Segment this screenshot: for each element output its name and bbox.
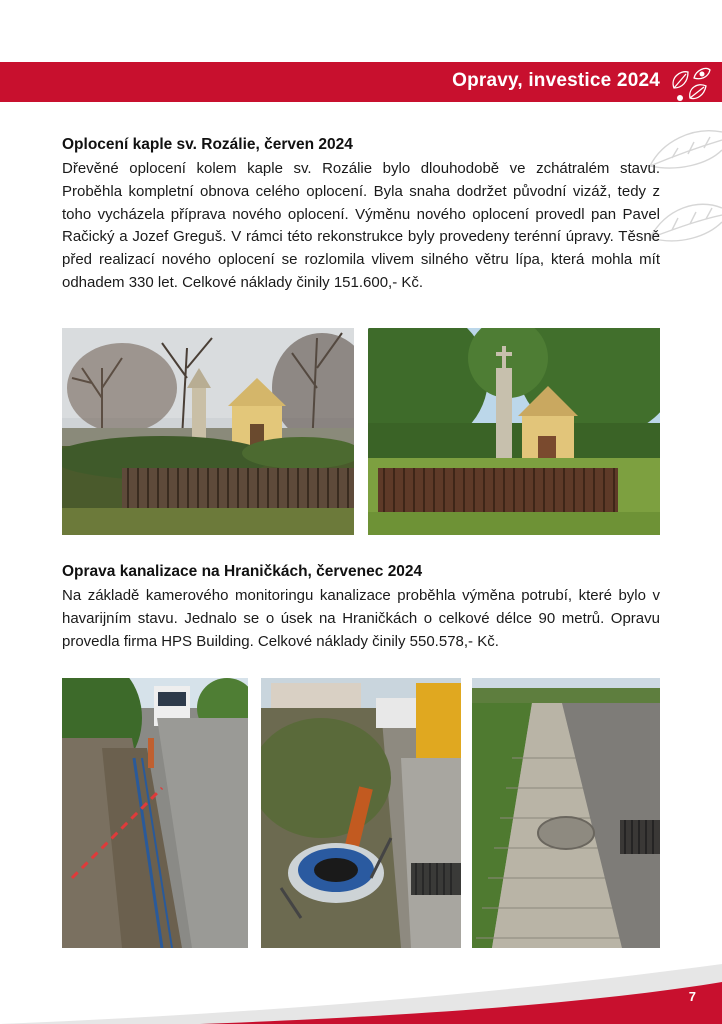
leaf-ornament-icon <box>666 58 714 108</box>
footer-wave <box>0 944 722 1024</box>
page-number: 7 <box>688 989 696 1004</box>
section-heading-chapel: Oplocení kaple sv. Rozálie, červen 2024 <box>62 136 353 153</box>
section-body-chapel: Dřevěné oplocení kolem kaple sv. Rozálie bylo dlouhodobě ve zchátralém stavu. Proběhla kompletní obnova celého oplocení. Byla snaha dodržet původní vizáž, tedy z toho vycházela příprava nového oplocení. Výměnu nového oplocení provedl pan Pavel Račický a Jozef Greguš. V rámci této rekonstrukce byly provedeny terénní úpravy. Těsně před realizací nového oplocení se rozlomila vlivem silného větru lípa, která mohla mít odhadem 330 let. Celkové náklady činily 151.600,- Kč. <box>62 160 660 291</box>
section-body-sewer: Na základě kamerového monitoringu kanalizace proběhla výměna potrubí, které bylo v havarijním stavu. Jednalo se o úsek na Hraničkách o celkové délce 90 metrů. Opravu provedla firma HPS Building. Celkové náklady činily 550.578,- Kč. <box>62 587 660 650</box>
photo-chapel-fence-2 <box>368 328 660 535</box>
photo-sewer-trench <box>62 678 248 948</box>
photo-chapel-fence-1 <box>62 328 354 535</box>
photo-sewer-manhole <box>261 678 461 948</box>
section-heading-sewer: Oprava kanalizace na Hraničkách, červenec 2024 <box>62 563 423 580</box>
photo-sewer-sidewalk <box>472 678 660 948</box>
page-title: Opravy, investice 2024 <box>452 70 660 91</box>
